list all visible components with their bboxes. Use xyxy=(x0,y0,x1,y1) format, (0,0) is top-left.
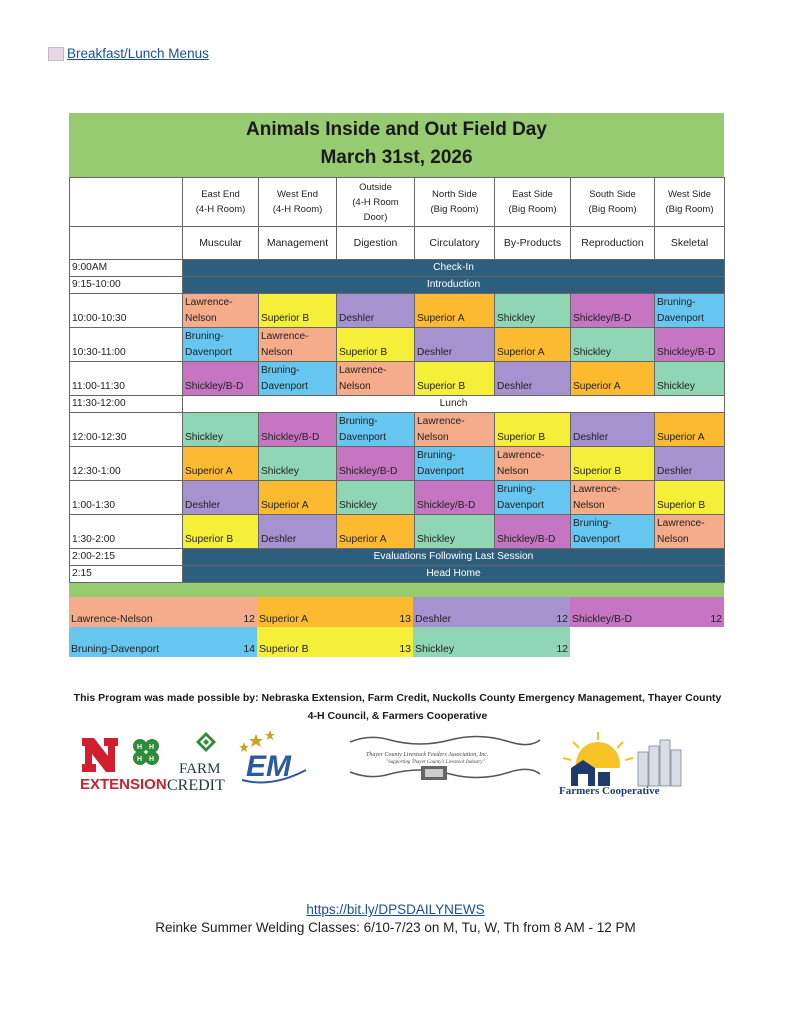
time-cell: 2:15 xyxy=(70,566,183,583)
session-cell: Shickley/B-D xyxy=(415,481,495,515)
dps-daily-news-link[interactable]: https://bit.ly/DPSDAILYNEWS xyxy=(306,902,485,917)
group-count: 13 xyxy=(399,643,411,655)
session-cell: Deshler xyxy=(495,362,571,396)
em-wordmark: EM xyxy=(246,750,291,783)
group-name: Shickley xyxy=(415,643,455,655)
session-cell: Lawrence-Nelson xyxy=(415,413,495,447)
checkin-band: Check-In xyxy=(183,260,725,277)
session-cell: Superior A xyxy=(337,515,415,549)
group-count-item xyxy=(413,597,570,627)
header-west-end: West End (4-H Room) xyxy=(259,178,337,227)
session-cell: Deshler xyxy=(337,294,415,328)
session-cell: Shickley/B-D xyxy=(655,328,725,362)
group-name: Bruning-Davenport xyxy=(71,643,160,655)
intro-row xyxy=(70,277,725,294)
session-cell: Shickley xyxy=(495,294,571,328)
session-cell: Lawrence-Nelson xyxy=(259,328,337,362)
menus-link-row xyxy=(48,46,209,61)
session-cell: Shickley xyxy=(183,413,259,447)
session-cell: Bruning-Davenport xyxy=(571,515,655,549)
group-count: 12 xyxy=(710,613,722,625)
session-cell: Deshler xyxy=(571,413,655,447)
session-row xyxy=(70,362,725,396)
session-row xyxy=(70,413,725,447)
group-count-item xyxy=(69,627,257,657)
sponsor-logos xyxy=(78,728,708,798)
svg-text:H: H xyxy=(137,744,143,751)
location-header-row xyxy=(70,178,725,227)
session-cell: Deshler xyxy=(259,515,337,549)
thayer-logo-line2: "Supporting Thayer County's Livestock Industry" xyxy=(386,760,485,765)
session-cell: Shickley/B-D xyxy=(183,362,259,396)
session-cell: Superior A xyxy=(183,447,259,481)
time-cell: 9:15-10:00 xyxy=(70,277,183,294)
group-count: 12 xyxy=(556,613,568,625)
session-cell: Shickley xyxy=(259,447,337,481)
nebraska-extension-logo xyxy=(80,738,167,793)
group-count: 12 xyxy=(243,613,255,625)
topic-row xyxy=(70,227,725,260)
session-cell: Superior A xyxy=(655,413,725,447)
session-cell: Superior B xyxy=(259,294,337,328)
session-cell: Shickley/B-D xyxy=(495,515,571,549)
time-cell: 12:30-1:00 xyxy=(70,447,183,481)
session-cell: Superior A xyxy=(415,294,495,328)
session-cell: Bruning-Davenport xyxy=(655,294,725,328)
header-south-side: South Side (Big Room) xyxy=(571,178,655,227)
session-cell: Superior B xyxy=(337,328,415,362)
session-cell: Bruning-Davenport xyxy=(415,447,495,481)
session-cell: Shickley/B-D xyxy=(337,447,415,481)
session-cell: Bruning-Davenport xyxy=(259,362,337,396)
session-cell: Superior A xyxy=(571,362,655,396)
time-cell: 9:00AM xyxy=(70,260,183,277)
session-cell: Superior B xyxy=(495,413,571,447)
topic-corner-cell xyxy=(70,227,183,260)
topic-cell: Reproduction xyxy=(571,227,655,260)
svg-text:H: H xyxy=(137,756,143,763)
header-east-end: East End (4-H Room) xyxy=(183,178,259,227)
summary-green-bar xyxy=(69,583,724,597)
group-count-item xyxy=(69,597,257,627)
extension-wordmark: EXTENSION xyxy=(80,776,167,793)
summary-row xyxy=(69,597,724,627)
evaluations-band: Evaluations Following Last Session xyxy=(183,549,725,566)
session-row xyxy=(70,328,725,362)
session-cell: Superior B xyxy=(183,515,259,549)
session-cell: Lawrence-Nelson xyxy=(571,481,655,515)
header-east-side: East Side (Big Room) xyxy=(495,178,571,227)
group-name: Deshler xyxy=(415,613,452,625)
summary-row xyxy=(69,627,724,657)
session-cell: Shickley/B-D xyxy=(571,294,655,328)
session-cell: Superior B xyxy=(571,447,655,481)
time-cell: 11:00-11:30 xyxy=(70,362,183,396)
introduction-band: Introduction xyxy=(183,277,725,294)
time-cell: 11:30-12:00 xyxy=(70,396,183,413)
corner-cell xyxy=(70,178,183,227)
topic-cell: Skeletal xyxy=(655,227,725,260)
session-cell: Lawrence-Nelson xyxy=(655,515,725,549)
session-cell: Lawrence-Nelson xyxy=(183,294,259,328)
thayer-logo-line1: Thayer County Livestock Feeders Association, Inc. xyxy=(366,752,489,758)
session-row xyxy=(70,447,725,481)
session-row xyxy=(70,481,725,515)
session-row xyxy=(70,294,725,328)
session-cell: Bruning-Davenport xyxy=(337,413,415,447)
footer-link-row xyxy=(0,902,791,917)
lunch-row xyxy=(70,396,725,413)
session-cell: Superior A xyxy=(495,328,571,362)
session-cell: Shickley xyxy=(571,328,655,362)
group-count: 12 xyxy=(556,643,568,655)
lunch-band: Lunch xyxy=(183,396,725,413)
session-cell: Deshler xyxy=(183,481,259,515)
session-cell: Superior B xyxy=(415,362,495,396)
group-name: Superior A xyxy=(259,613,309,625)
time-cell: 12:00-12:30 xyxy=(70,413,183,447)
svg-text:H: H xyxy=(149,744,155,751)
schedule-title: Animals Inside and Out Field Day xyxy=(246,119,547,140)
session-cell: Bruning-Davenport xyxy=(183,328,259,362)
time-cell: 1:30-2:00 xyxy=(70,515,183,549)
session-cell: Deshler xyxy=(415,328,495,362)
welding-classes-note: Reinke Summer Welding Classes: 6/10-7/23 on M, Tu, W, Th from 8 AM - 12 PM xyxy=(155,920,636,935)
farmers-cooperative-logo xyxy=(559,732,692,797)
header-north-side: North Side (Big Room) xyxy=(415,178,495,227)
session-cell: Shickley xyxy=(655,362,725,396)
session-cell: Bruning-Davenport xyxy=(495,481,571,515)
schedule-table xyxy=(69,177,725,583)
em-logo xyxy=(239,730,306,783)
header-west-side: West Side (Big Room) xyxy=(655,178,725,227)
topic-cell: Circulatory xyxy=(415,227,495,260)
schedule-date: March 31st, 2026 xyxy=(320,147,473,168)
group-count-item xyxy=(257,627,413,657)
session-row xyxy=(70,515,725,549)
group-name: Shickley/B-D xyxy=(572,613,633,625)
session-cell: Lawrence-Nelson xyxy=(337,362,415,396)
breakfast-lunch-menus-link[interactable]: Breakfast/Lunch Menus xyxy=(67,46,209,61)
head-home-band: Head Home xyxy=(183,566,725,583)
farm-credit-line1: FARM xyxy=(179,761,221,777)
head-home-row xyxy=(70,566,725,583)
farmers-coop-wordmark: Farmers Cooperative xyxy=(559,785,660,797)
menu-icon xyxy=(48,47,64,61)
header-outside: Outside (4-H Room Door) xyxy=(337,178,415,227)
farm-credit-line2: CREDIT xyxy=(167,777,225,794)
group-count-summary xyxy=(69,583,724,657)
time-cell: 2:00-2:15 xyxy=(70,549,183,566)
session-cell: Shickley xyxy=(415,515,495,549)
group-count-item xyxy=(257,597,413,627)
session-cell: Deshler xyxy=(655,447,725,481)
time-cell: 10:30-11:00 xyxy=(70,328,183,362)
topic-cell: Management xyxy=(259,227,337,260)
checkin-row xyxy=(70,260,725,277)
group-name: Lawrence-Nelson xyxy=(71,613,153,625)
schedule-banner xyxy=(69,113,724,177)
topic-cell: By-Products xyxy=(495,227,571,260)
session-cell: Superior A xyxy=(259,481,337,515)
group-count-item xyxy=(413,627,570,657)
svg-text:H: H xyxy=(149,756,155,763)
session-cell: Lawrence-Nelson xyxy=(495,447,571,481)
group-count-item xyxy=(570,597,724,627)
evaluations-row xyxy=(70,549,725,566)
thayer-county-feeders-logo xyxy=(350,736,540,780)
sponsor-text: This Program was made possible by: Nebraska Extension, Farm Credit, Nuckolls County Emergency Management, Thayer County 4-H Council, & Farmers Cooperative xyxy=(73,692,722,722)
group-name: Superior B xyxy=(259,643,309,655)
group-count: 13 xyxy=(399,613,411,625)
farm-credit-logo xyxy=(167,732,225,794)
topic-cell: Muscular xyxy=(183,227,259,260)
time-cell: 10:00-10:30 xyxy=(70,294,183,328)
session-cell: Superior B xyxy=(655,481,725,515)
topic-cell: Digestion xyxy=(337,227,415,260)
field-day-schedule xyxy=(69,113,724,657)
session-cell: Shickley xyxy=(337,481,415,515)
group-count: 14 xyxy=(243,643,255,655)
time-cell: 1:00-1:30 xyxy=(70,481,183,515)
session-cell: Shickley/B-D xyxy=(259,413,337,447)
